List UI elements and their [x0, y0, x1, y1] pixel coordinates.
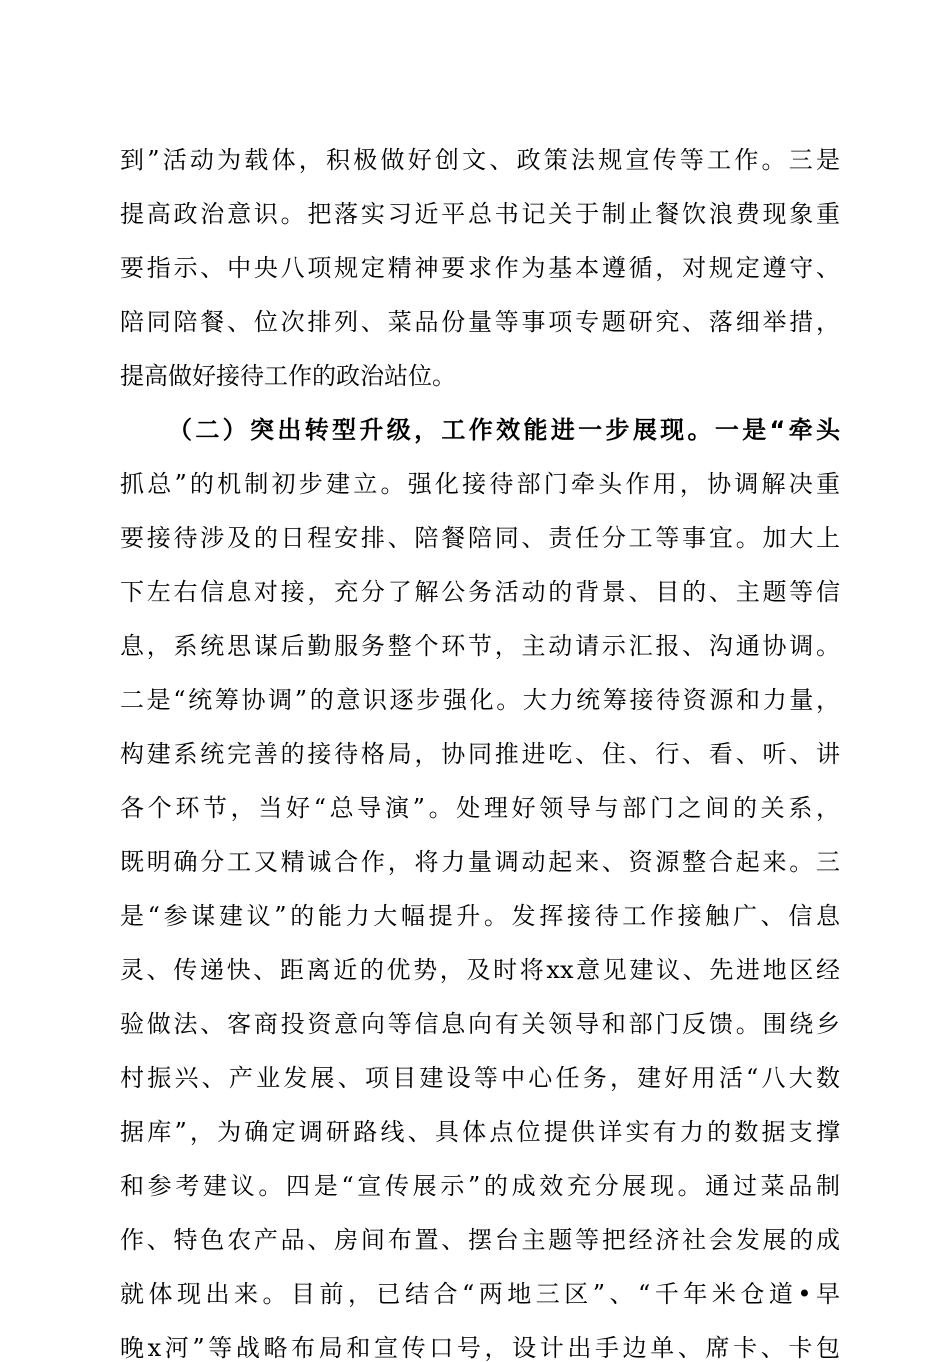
text-line-3: 要指示、中央八项规定精神要求作为基本遵循，对规定遵守、	[120, 254, 840, 282]
text-line-16: 灵、传递快、距离近的优势，及时将xx意见建议、先进地区经	[120, 956, 840, 984]
text-line-5: 提高做好接待工作的政治站位。	[120, 362, 456, 390]
text-line-10: 息，系统思谋后勤服务整个环节，主动请示汇报、沟通协调。	[120, 632, 840, 660]
text-line-2: 提高政治意识。把落实习近平总书记关于制止餐饮浪费现象重	[120, 200, 840, 228]
text-line-12: 构建系统完善的接待格局，协同推进吃、住、行、看、听、讲	[120, 740, 840, 768]
text-line-17: 验做法、客商投资意向等信息向有关领导和部门反馈。围绕乡	[120, 1010, 840, 1038]
text-line-4: 陪同陪餐、位次排列、菜品份量等事项专题研究、落细举措，	[120, 308, 840, 336]
text-line-18: 村振兴、产业发展、项目建设等中心任务，建好用活“八大数	[120, 1064, 840, 1092]
text-line-15: 是“参谋建议”的能力大幅提升。发挥接待工作接触广、信息	[120, 902, 840, 930]
text-line-20: 和参考建议。四是“宣传展示”的成效充分展现。通过菜品制	[120, 1172, 840, 1200]
text-line-8: 要接待涉及的日程安排、陪餐陪同、责任分工等事宜。加大上	[120, 524, 840, 552]
text-line-7: 抓总”的机制初步建立。强化接待部门牵头作用，协调解决重	[120, 470, 840, 498]
text-line-22: 就体现出来。目前，已结合“两地三区”、“千年米仓道•早	[120, 1280, 840, 1308]
text-line-11: 二是“统筹协调”的意识逐步强化。大力统筹接待资源和力量，	[120, 686, 840, 714]
text-line-21: 作、特色农产品、房间布置、摆台主题等把经济社会发展的成	[120, 1226, 840, 1254]
text-line-13: 各个环节，当好“总导演”。处理好领导与部门之间的关系，	[120, 794, 840, 822]
text-line-1: 到”活动为载体，积极做好创文、政策法规宣传等工作。三是	[120, 146, 840, 174]
text-line-19: 据库”，为确定调研路线、具体点位提供详实有力的数据支撑	[120, 1118, 840, 1146]
text-line-14: 既明确分工又精诚合作，将力量调动起来、资源整合起来。三	[120, 848, 840, 876]
text-line-23: 晚x河”等战略布局和宣传口号，设计出手边单、席卡、卡包	[120, 1334, 840, 1362]
text-line-9: 下左右信息对接，充分了解公务活动的背景、目的、主题等信	[120, 578, 840, 606]
section-heading-line: （二）突出转型升级，工作效能进一步展现。一是“牵头	[168, 416, 840, 444]
